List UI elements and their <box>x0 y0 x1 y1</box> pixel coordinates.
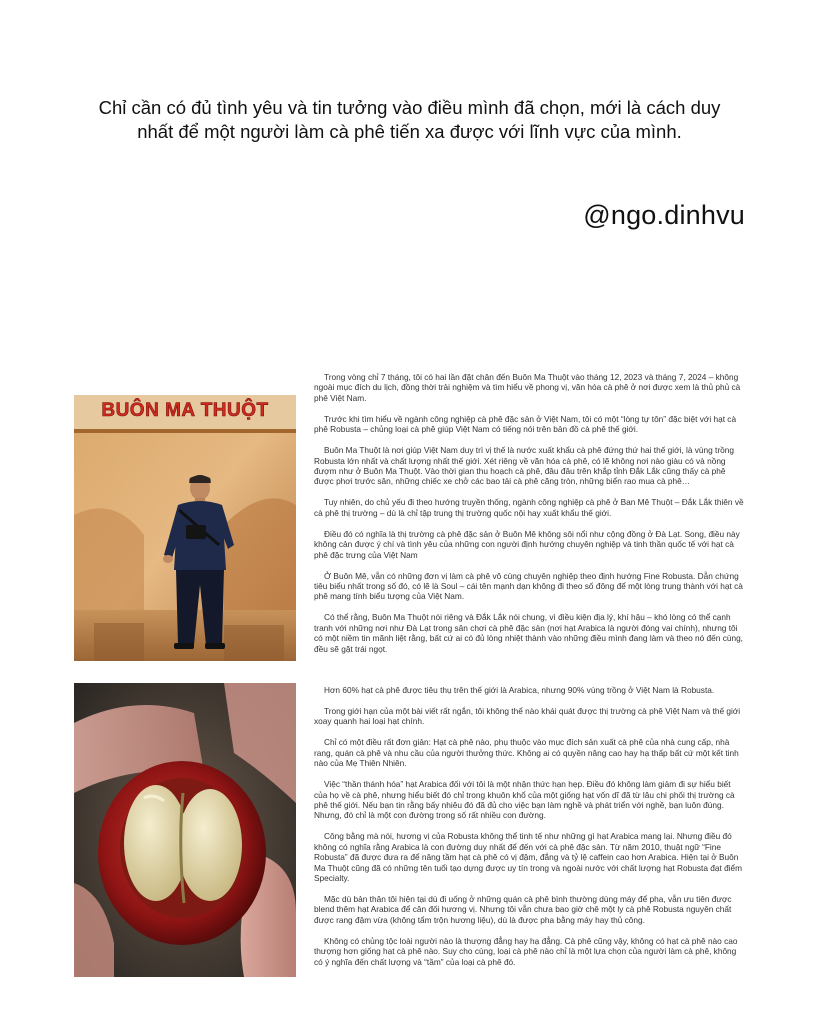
paragraph: Trước khi tìm hiểu về ngành công nghiệp cà phê đặc sản ở Việt Nam, tôi có một “lòng tự tôn” đặc biệt với hạt cà phê Robusta – chủng loại cà phê giúp Việt Nam có tiếng nói trên bản đồ cà phê thế giới. <box>314 413 737 435</box>
paragraph: Ở Buôn Mê, vẫn có những đơn vị làm cà phê vô cùng chuyên nghiệp theo định hướng Fine Robusta. Dẫn chứng tiêu biểu nhất trong số đó, có lẽ là Soul – cái tên mạnh dạn không đi theo số đông để một lòng trung thành với hạt cà phê mang tính biểu tượng của Việt Nam. <box>314 570 743 602</box>
paragraph: Mặc dù bản thân tôi hiện tại dù đi uống ở những quán cà phê bình thường dùng máy để pha, vẫn ưu tiên được blend thêm hạt Arabica để cân đối hương vị. Nhưng tôi vẫn chưa bao giờ chê một ly cà phê Robusta nguyên chất được rang đậm vừa (không tẩm trộn hương liệu), dù là được pha bằng máy hay thủ công. <box>314 894 732 925</box>
paragraph: Có thể rằng, Buôn Ma Thuột nói riêng và Đắk Lắk nói chung, vì điều kiện địa lý, khí hậu – khó lòng có thể cạnh tranh với những nơi như Đà Lạt trong sân chơi cà phê đặc sản (nơi hạt Arabica là người đóng vai chính), nhưng tôi có một niềm tin mãnh liệt rằng, bất cứ ai có đủ lòng nhiệt thành vào những điều mình đang làm và theo nó đến cùng, đều sẽ gặt trái ngọt. <box>314 612 743 654</box>
paragraph: Công bằng mà nói, hương vị của Robusta không thể tinh tế như những gì hạt Arabica mang lại. Nhưng điều đó không có nghĩa rằng Arabica là con đường duy nhất để đến với cà phê đặc sản. Từ năm 2010, thuật ngữ “Fine Robusta” đã được đưa ra để nâng tầm hạt cà phê có vị đậm, đắng và tỷ lệ caffein cao hơn Arabica. Hiện tại ở Buôn Ma Thuột cũng đã có những tên tuổi tạo dựng được uy tín trong và ngoài nước với chất lượng hạt Robusta đạt điểm Specialty. <box>314 831 743 884</box>
buon-ma-thuot-photo <box>74 395 296 661</box>
quote-block <box>40 96 779 144</box>
paragraph: Hơn 60% hạt cà phê được tiêu thụ trên thế giới là Arabica, nhưng 90% vùng trồng ở Việt Nam là Robusta. <box>324 685 715 695</box>
author-handle: @ngo.dinhvu <box>583 200 745 230</box>
paragraph: Trong giới hạn của một bài viết rất ngắn, tôi không thể nào khái quát được thị trường cà phê Việt Nam và thế giới xoay quanh hai loại hạt chính. <box>314 706 741 727</box>
paragraph: Trong vòng chỉ 7 tháng, tôi có hai lần đặt chân đến Buôn Ma Thuột vào tháng 12, 2023 và tháng 7, 2024 – không ngoài mục đích du lịch, đồng thời trải nghiệm và tìm hiểu về phong vị, văn hóa cà phê ở nơi được xem là thủ phủ cà phê Việt Nam. <box>314 372 741 403</box>
quote-line-2: nhất để một người làm cà phê tiến xa được với lĩnh vực của mình. <box>137 121 682 142</box>
paragraph: Tuy nhiên, do chủ yếu đi theo hướng truyền thống, ngành công nghiệp cà phê ở Ban Mê Thuột – Đắk Lắk thiên về cà phê thị trường – dù là chỉ tập trung thị trường quốc nội hay xuất khẩu thế giới. <box>314 497 744 518</box>
buon-ma-thuot-illustration <box>74 395 296 661</box>
paragraph: Chỉ có một điều rất đơn giản: Hạt cà phê nào, phụ thuộc vào mục đích sản xuất cà phê của nhà cung cấp, nhà rang, quán cà phê và nhu cầu của người thưởng thức. Không ai có quyền nâng cao hay hạ thấp bất cứ một kết tinh nào của Mẹ Thiên Nhiên. <box>314 737 739 769</box>
coffee-cherry-illustration <box>74 683 296 977</box>
paragraph: Điều đó có nghĩa là thị trường cà phê đặc sản ở Buôn Mê không sôi nổi như cộng đồng ở Đà Lạt. Song, điều này không cản được ý chí và tình yêu của những con người định hướng chuyên nghiệp và tinh thần quốc tế với hạt cà phê đặc trưng của Việt Nam <box>314 528 740 560</box>
paragraph: Buôn Ma Thuột là nơi giúp Việt Nam duy trì vị thế là nước xuất khẩu cà phê đứng thứ hai thế giới, là vùng trồng Robusta lớn nhất và chất lượng nhất thế giới. Xét riêng về văn hóa cà phê, có lẽ không nơi nào giàu có và nồng đượm như ở Buôn Ma Thuột. Vào thời gian thu hoạch cà phê, đâu đâu trên khắp tỉnh Đắk Lắk cũng thấy cà phê được phơi trước sân, những chiếc xe chở các bao tải cà phê căng tròn, những biển rao mua cà phê… <box>314 445 734 487</box>
article-section-1 <box>314 372 746 665</box>
sign-lettering: BUÔN MA THUỘT <box>101 400 269 421</box>
quote-line-1: Chỉ cần có đủ tình yêu và tin tưởng vào điều mình đã chọn, mới là cách duy <box>98 97 721 118</box>
paragraph: Việc “thần thánh hóa” hạt Arabica đối với tôi là một nhận thức hạn hẹp. Điều đó không làm giảm đi sự hiểu biết của họ về cà phê, nhưng hiểu biết đó chỉ trong khuôn khổ của một giống hạt vốn dĩ đã từ lâu chi phối thị trường cà phê thế giới. Nếu bạn tin rằng bấy nhiêu đó đã đủ cho việc bạn làm nghề và phát triển với nghề, bạn luôn đúng. Nhưng, đó chỉ là một con đường trong số rất nhiều con đường. <box>314 779 735 821</box>
article-section-2 <box>314 685 746 978</box>
paragraph: Không có chủng tộc loài người nào là thượng đẳng hay hạ đẳng. Cà phê cũng vậy, không có hạt cà phê nào cao thượng hơn giống hạt cà phê nào. Suy cho cùng, loại cà phê nào chỉ là một lựa chọn của người làm cà phê, không có ý nghĩa đến chất lượng và “tầm” của loại cà phê đó. <box>314 935 738 967</box>
coffee-cherry-photo <box>74 683 296 977</box>
